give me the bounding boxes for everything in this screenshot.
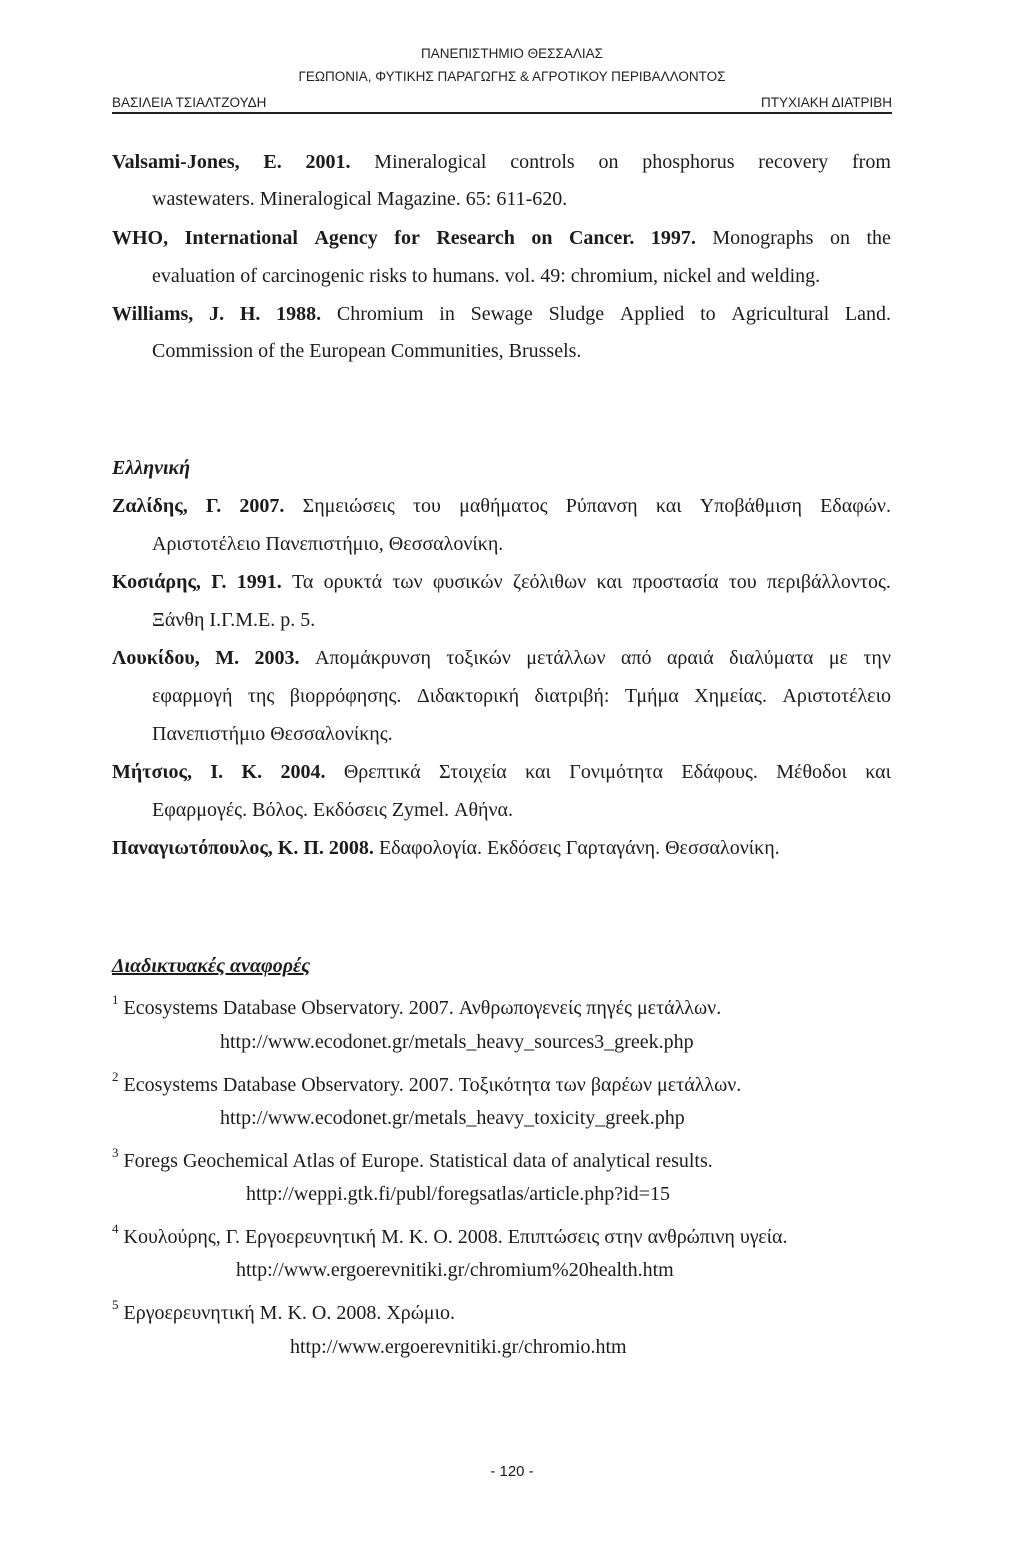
header-row (112, 95, 892, 110)
header-author: ΒΑΣΙΛΕΙΑ ΤΣΙΑΛΤΖΟΥΔΗ (112, 95, 267, 110)
web-ref-5-url[interactable]: http://www.ergoerevnitiki.gr/chromio.htm (290, 1336, 627, 1358)
ref-loukidou-line1: Λουκίδου, Μ. 2003. Απομάκρυνση τοξικών μετάλλων από αραιά διαλύματα με την (112, 647, 891, 669)
ref-zalidis-line1: Ζαλίδης, Γ. 2007. Σημειώσεις του μαθήματος Ρύπανση και Υποβάθμιση Εδαφών. (112, 495, 891, 517)
ref-valsami-line1: Valsami-Jones, E. 2001. Mineralogical controls on phosphorus recovery from (112, 151, 891, 173)
ref-kosiaris-line1: Κοσιάρης, Γ. 1991. Τα ορυκτά των φυσικών ζεόλιθων και προστασία του περιβάλλοντος. (112, 571, 891, 593)
web-ref-1-url[interactable]: http://www.ecodonet.gr/metals_heavy_sources3_greek.php (220, 1031, 694, 1053)
greek-section-heading: Ελληνική (112, 457, 191, 479)
ref-who-line2: evaluation of carcinogenic risks to humans. vol. 49: chromium, nickel and welding. (152, 265, 821, 287)
ref-loukidou-line3: Πανεπιστήμιο Θεσσαλονίκης. (152, 723, 393, 745)
ref-kosiaris-line2: Ξάνθη Ι.Γ.Μ.Ε. p. 5. (152, 609, 316, 631)
web-ref-2-url[interactable]: http://www.ecodonet.gr/metals_heavy_toxicity_greek.php (220, 1107, 685, 1129)
header-department: ΓΕΩΠΟΝΙΑ, ΦΥΤΙΚΗΣ ΠΑΡΑΓΩΓΗΣ & ΑΓΡΟΤΙΚΟΥ ΠΕΡΙΒΑΛΛΟΝΤΟΣ (298, 69, 726, 84)
web-section-heading: Διαδικτυακές αναφορές (112, 955, 311, 977)
ref-williams-line1: Williams, J. H. 1988. Chromium in Sewage Sludge Applied to Agricultural Land. (112, 303, 891, 325)
ref-williams-line2: Commission of the European Communities, Brussels. (152, 340, 582, 362)
web-ref-4-url[interactable]: http://www.ergoerevnitiki.gr/chromium%20health.htm (236, 1259, 674, 1281)
web-ref-3-url[interactable]: http://weppi.gtk.fi/publ/foregsatlas/article.php?id=15 (246, 1183, 670, 1205)
ref-mitsios-line2: Εφαρμογές. Βόλος. Εκδόσεις Zymel. Αθήνα. (152, 799, 514, 821)
ref-valsami-line2: wastewaters. Mineralogical Magazine. 65: 611-620. (152, 188, 568, 210)
web-ref-1: $^1$ Ecosystems Database Observatory. 2007. Ανθρωπογενείς πηγές μετάλλων. (112, 992, 722, 1019)
ref-zalidis-line2: Αριστοτέλειο Πανεπιστήμιο, Θεσσαλονίκη. (152, 533, 504, 555)
ref-loukidou-line2: εφαρμογή της βιορρόφησης. Διδακτορική διατριβή: Τμήμα Χημείας. Αριστοτέλειο (152, 685, 891, 707)
ref-mitsios-line1: Μήτσιος, Ι. Κ. 2004. Θρεπτικά Στοιχεία και Γονιμότητα Εδάφους. Μέθοδοι και (112, 761, 891, 783)
web-ref-5: $^5$ Εργοερευνητική Μ. Κ. Ο. 2008. Χρώμιο. (112, 1297, 456, 1324)
web-ref-2: $^2$ Ecosystems Database Observatory. 2007. Τοξικότητα των βαρέων μετάλλων. (112, 1069, 742, 1096)
ref-panagiotopoulos: Παναγιωτόπουλος, Κ. Π. 2008. Εδαφολογία. Εκδόσεις Γαρταγάνη. Θεσσαλονίκη. (112, 837, 780, 859)
header-thesis: ΠΤΥΧΙΑΚΗ ΔΙΑΤΡΙΒΗ (760, 95, 892, 110)
page-number: - 120 - (490, 1463, 534, 1480)
ref-who-line1: WHO, International Agency for Research on Cancer. 1997. Monographs on the (112, 227, 891, 249)
web-ref-3: $^3$ Foregs Geochemical Atlas of Europe. Statistical data of analytical results. (112, 1145, 713, 1172)
header-rule (112, 112, 892, 114)
header-university: ΠΑΝΕΠΙΣΤΗΜΙΟ ΘΕΣΣΑΛΙΑΣ (421, 46, 603, 61)
web-ref-4: $^4$ Κουλούρης, Γ. Εργοερευνητική Μ. Κ. Ο. 2008. Επιπτώσεις στην ανθρώπινη υγεία. (112, 1221, 788, 1248)
